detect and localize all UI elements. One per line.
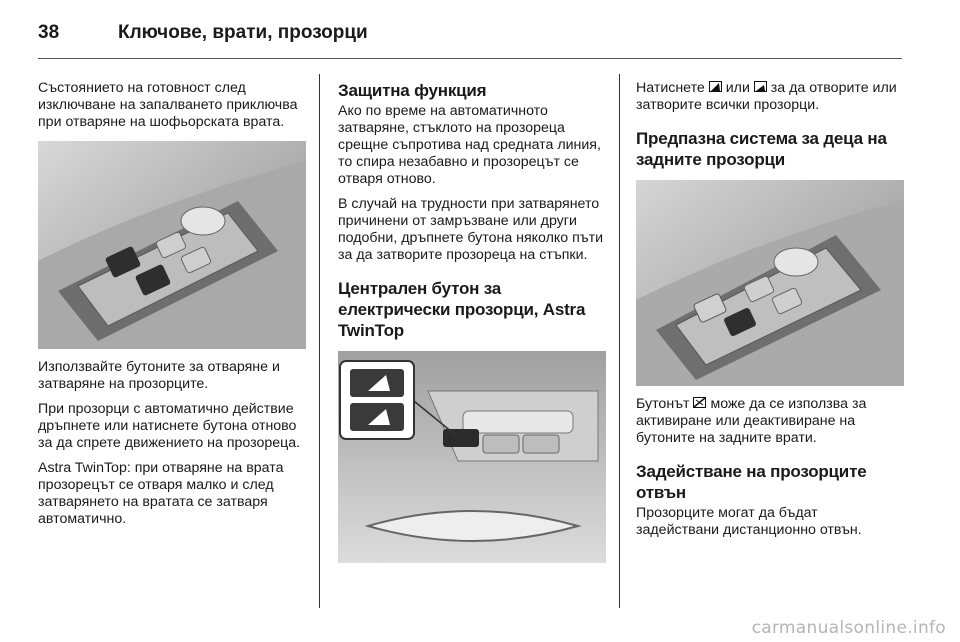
heading-remote-operation: Задействане на прозорците отвън bbox=[636, 462, 867, 502]
protection-paragraph: Ако по време на автоматичното затваряне, стъклото на прозореца срещне съпротива над средната линия, то спира незабавно и прозорецът се отваря отново. bbox=[338, 103, 601, 187]
auto-window-paragraph: При прозорци с автоматично действие дръпнете или натиснете бутона отново за да спрете движението на прозореца. bbox=[38, 401, 301, 451]
header-divider bbox=[38, 58, 902, 59]
page-title: Ключове, врати, прозорци bbox=[118, 22, 368, 43]
rear-lock-photo bbox=[636, 180, 904, 386]
column-divider-2 bbox=[619, 74, 620, 608]
use-buttons-paragraph: Използвайте бутоните за отваряне и затваряне на прозорците. bbox=[38, 359, 280, 392]
column-middle bbox=[338, 80, 606, 573]
door-switch-photo bbox=[38, 141, 306, 349]
heading-protection-function: Защитна функция bbox=[338, 81, 487, 100]
child-lock-icon bbox=[693, 396, 706, 409]
column-divider-1 bbox=[319, 74, 320, 608]
all-windows-paragraph: Натиснете или за да отворите или затворите всички прозорци. bbox=[636, 80, 897, 113]
page-number: 38 bbox=[38, 22, 60, 43]
difficulty-paragraph: В случай на трудности при затварянето причинени от замръзване или други подобни, дръпнете бутона няколко пъти за да затворите прозореца на стъпки. bbox=[338, 196, 604, 263]
roof-console-photo bbox=[338, 351, 606, 563]
twintop-paragraph: Astra TwinTop: при отваряне на врата прозорецът се отваря малко и след затварянето на вратата се затваря автоматично. bbox=[38, 460, 284, 527]
column-right bbox=[636, 80, 904, 547]
remote-paragraph: Прозорците могат да бъдат задействани дистанционно отвън. bbox=[636, 505, 862, 538]
standby-paragraph: Състоянието на готовност след изключване на запалването приключва при отваряне на шофьорската врата. bbox=[38, 80, 298, 130]
column-left bbox=[38, 80, 306, 536]
heading-central-switch: Централен бутон за електрически прозорци, Astra TwinTop bbox=[338, 279, 586, 340]
child-lock-paragraph: Бутонът може да се използва за активиране или деактивиране на бутоните на задните врати. bbox=[636, 396, 867, 446]
window-up-icon bbox=[709, 80, 722, 93]
watermark: carmanualsonline.info bbox=[751, 618, 946, 638]
heading-child-safety: Предпазна система за деца на задните прозорци bbox=[636, 129, 887, 169]
window-down-icon bbox=[754, 80, 767, 93]
